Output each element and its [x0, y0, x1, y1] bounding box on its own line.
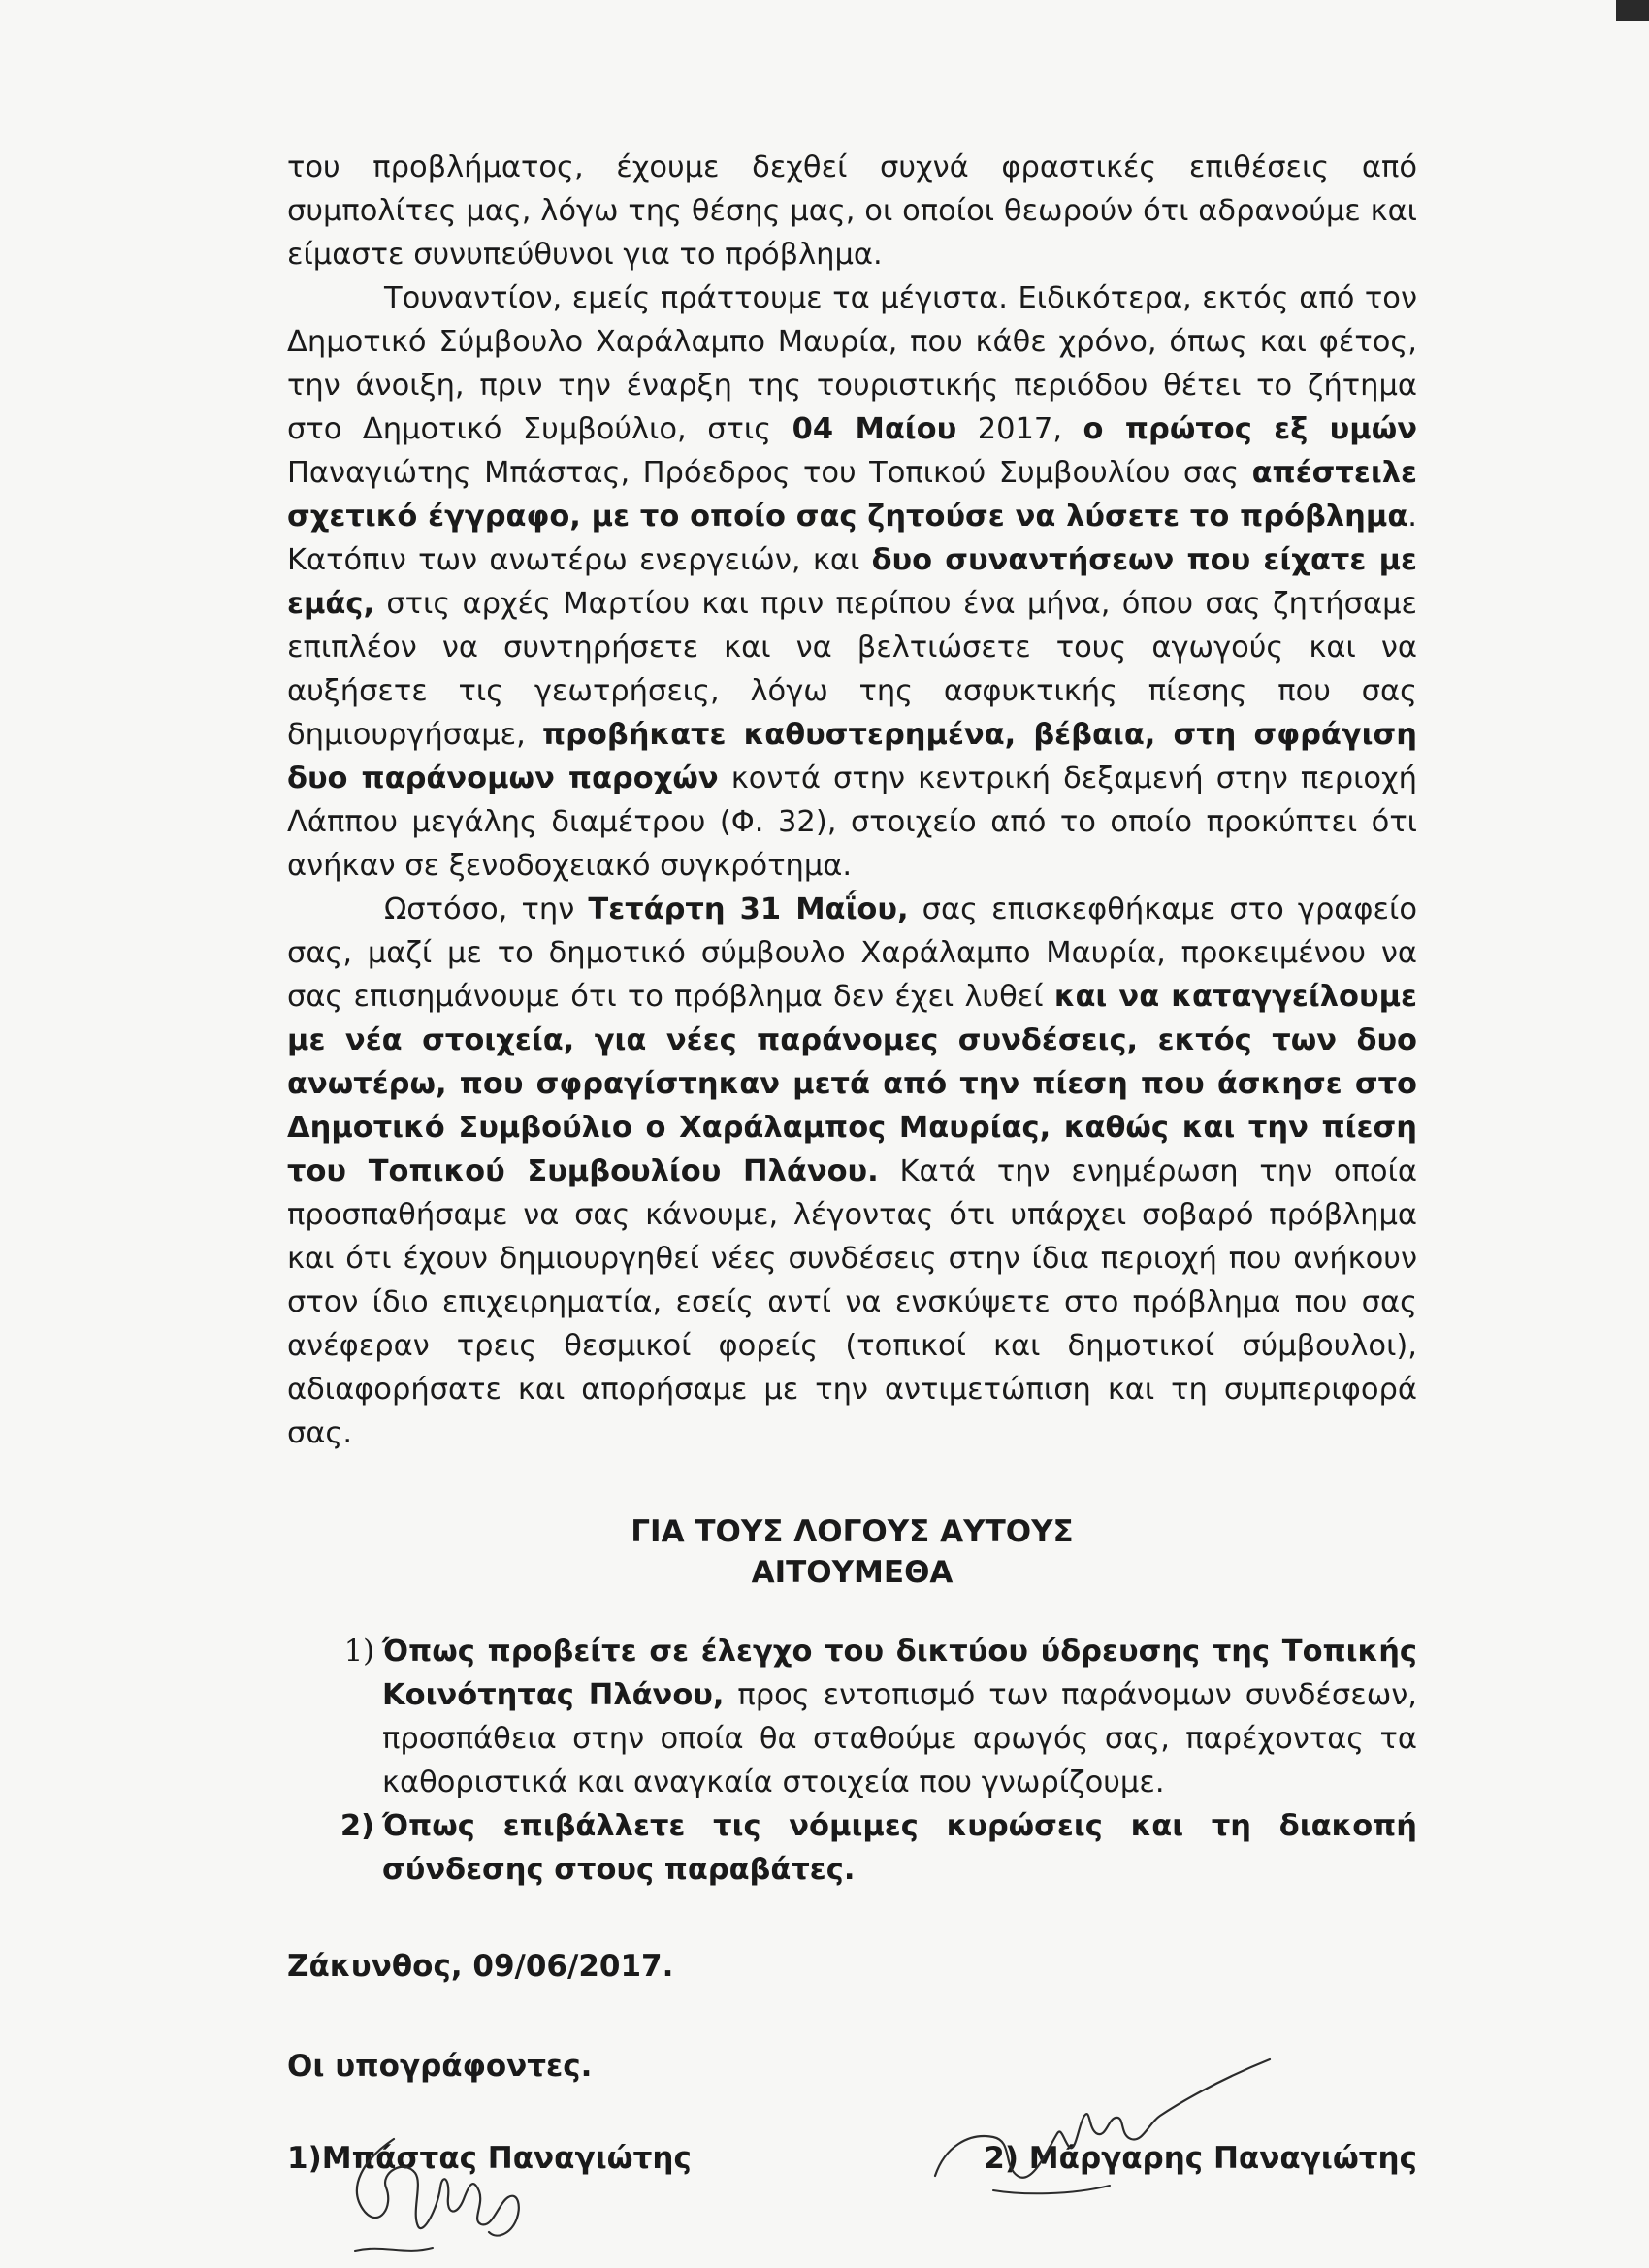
p2-bold-meetings: δυο συναντήσεων που είχατε με εμάς,	[287, 543, 1417, 621]
heading-line-2: ΑΙΤΟΥΜΕΘΑ	[751, 1555, 954, 1590]
request-text	[382, 1630, 1417, 1804]
p2-text-3: Παναγιώτης Μπάστας, Πρόεδρος του Τοπικού Συμβουλίου σας	[287, 456, 1252, 490]
p3-bold-date: Τετάρτη 31 Μαΐου,	[588, 892, 909, 926]
place-date: Ζάκυνθος, 09/06/2017.	[287, 1949, 674, 1984]
request-bold: Όπως επιβάλλετε τις νόμιμες κυρώσεις και τη διακοπή σύνδεσης στους παραβάτες.	[382, 1809, 1417, 1887]
signer-2-name: 2) Μάργαρης Παναγιώτης	[984, 2141, 1417, 2176]
p3-text-1: Ωστόσο, την	[384, 892, 589, 926]
paragraph-visit	[287, 888, 1417, 1455]
intro-paragraph: του προβλήματος, έχουμε δεχθεί συχνά φραστικές επιθέσεις από συμπολίτες μας, λόγω της θέσης μας, οι οποίοι θεωρούν ότι αδρανούμε και είμαστε συνυπεύθυνοι για το πρόβλημα.	[287, 150, 1417, 272]
signers-row	[287, 2137, 1417, 2181]
signer-1	[287, 2137, 692, 2181]
heading-line-1: ΓΙΑ ΤΟΥΣ ΛΟΓΟΥΣ ΑΥΤΟΥΣ	[630, 1514, 1074, 1549]
request-text	[382, 1804, 1417, 1892]
p2-bold-sealing: προβήκατε καθυστερημένα, βέβαια, στη σφράγιση δυο παράνομων παροχών	[287, 718, 1418, 795]
request-number: 2)	[340, 1809, 374, 1843]
signer-1-name: 1)Μπάστας Παναγιώτης	[287, 2141, 692, 2176]
p2-text-6: κοντά στην κεντρική δεξαμενή στην περιοχή Λάππου μεγάλης διαμέτρου (Φ. 32), στοιχείο από το οποίο προκύπτει ότι ανήκαν σε ξενοδοχειακό συγκρότημα.	[287, 761, 1418, 883]
p3-text-2: σας επισκεφθήκαμε στο γραφείο σας, μαζί με το δημοτικό σύμβουλο Χαράλαμπο Μαυρία, προκειμένου να σας επισημάνουμε ότι το πρόβλημα δεν έχει λυθεί	[287, 892, 1417, 1014]
signers-label: Οι υπογράφοντες.	[287, 2049, 593, 2084]
request-rest: προς εντοπισμό των παράνομων συνδέσεων, προσπάθεια στην οποία θα σταθούμε αρωγός σας, παρέχοντας τα καθοριστικά και αναγκαία στοιχεία που γνωρίζουμε.	[382, 1678, 1417, 1799]
list-item	[287, 1630, 1417, 1804]
p2-text-4: . Κατόπιν των ανωτέρω ενεργειών, και	[287, 500, 1417, 577]
signer-2	[984, 2137, 1417, 2181]
p2-text-2: 2017,	[956, 412, 1083, 446]
p2-bold-first: ο πρώτος εξ υμών	[1083, 412, 1417, 446]
p2-text-1: Τουναντίον, εμείς πράττουμε τα μέγιστα. Ειδικότερα, εκτός από τον Δημοτικό Σύμβουλο Χαράλαμπο Μαυρία, που κάθε χρόνο, όπως και φέτος, την άνοιξη, πριν την έναρξη της τουριστικής περιόδου θέτει το ζήτημα στο Δημοτικό Συμβούλιο, στις	[287, 281, 1417, 446]
request-number: 1)	[343, 1635, 374, 1669]
requests-list	[287, 1630, 1417, 1892]
section-heading	[287, 1511, 1417, 1593]
scan-edge-mark	[1616, 0, 1649, 21]
p2-bold-date: 04 Μαίου	[792, 412, 957, 446]
letter-page	[287, 146, 1417, 2181]
paragraph-actions	[287, 276, 1417, 888]
p3-bold-complaint: και να καταγγείλουμε με νέα στοιχεία, για νέες παράνομες συνδέσεις, εκτός των δυο ανωτέρω, που σφραγίστηκαν μετά από την πίεση που άσκησε στο Δημοτικό Συμβούλιο ο Χαράλαμπος Μαυρίας, καθώς και την πίεση του Τοπικού Συμβουλίου Πλάνου.	[287, 980, 1418, 1188]
p2-bold-document: απέστειλε σχετικό έγγραφο, με το οποίο σας ζητούσε να λύσετε το πρόβλημα	[287, 456, 1417, 534]
p2-text-5: στις αρχές Μαρτίου και πριν περίπου ένα μήνα, όπου σας ζητήσαμε επιπλέον να συντηρήσετε και να βελτιώσετε τους αγωγούς και να αυξήσετε τις γεωτρήσεις, λόγω της ασφυκτικής πίεσης που σας δημιουργήσαμε,	[287, 587, 1417, 752]
list-item	[287, 1804, 1417, 1892]
request-bold: Όπως προβείτε σε έλεγχο του δικτύου ύδρευσης της Τοπικής Κοινότητας Πλάνου,	[382, 1635, 1417, 1712]
p3-text-3: Κατά την ενημέρωση την οποία προσπαθήσαμε να σας κάνουμε, λέγοντας ότι υπάρχει σοβαρό πρόβλημα και ότι έχουν δημιουργηθεί νέες συνδέσεις στην ίδια περιοχή που ανήκουν στον ίδιο επιχειρηματία, εσείς αντί να ενσκύψετε στο πρόβλημα που σας ανέφεραν τρεις θεσμικοί φορείς (τοπικοί και δημοτικοί σύμβουλοι), αδιαφορήσατε και απορήσαμε με την αντιμετώπιση και τη συμπεριφορά σας.	[287, 1154, 1417, 1450]
